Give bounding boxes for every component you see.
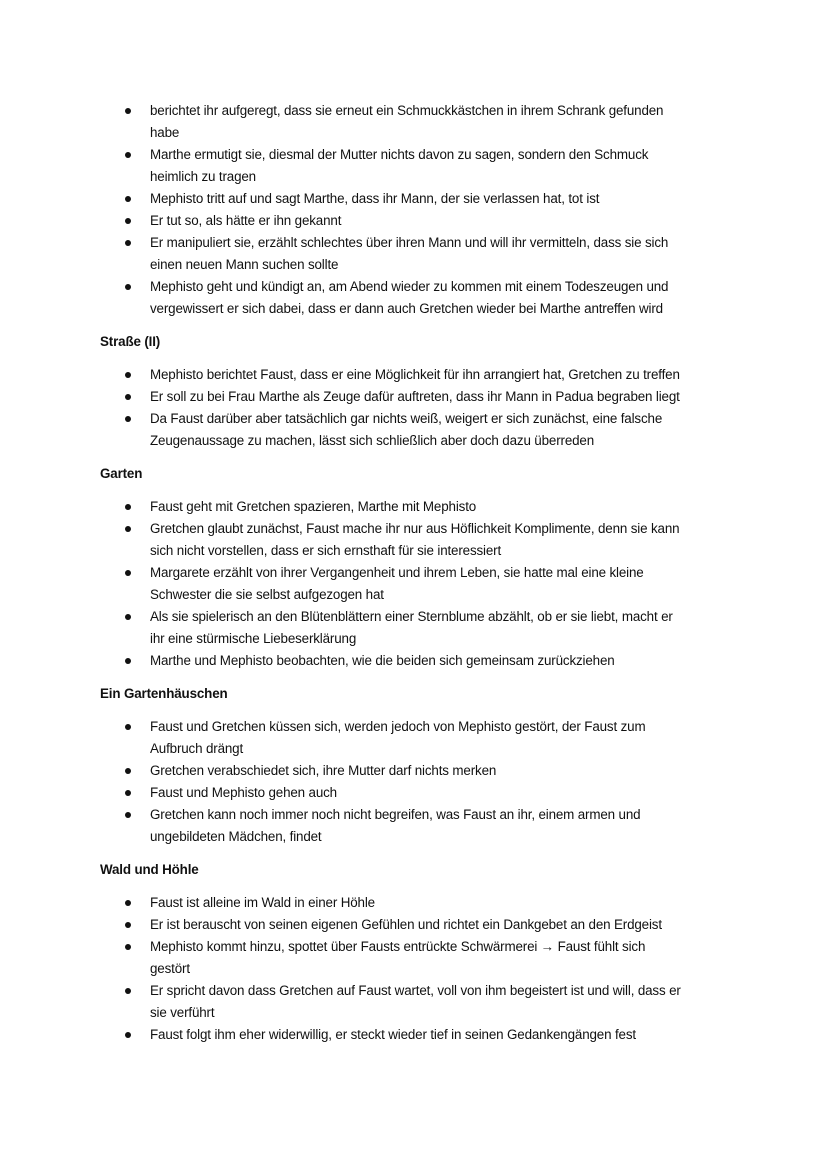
list-item-text: Als sie spielerisch an den Blütenblättern einer Sternblume abzählt, ob er sie liebt, macht er [150, 609, 673, 624]
bullet-list [100, 364, 740, 452]
bullet-icon [125, 812, 131, 818]
list-item-text: Mephisto berichtet Faust, dass er eine Möglichkeit für ihn arrangiert hat, Gretchen zu treffen [150, 367, 680, 382]
list-item-text: Margarete erzählt von ihrer Vergangenheit und ihrem Leben, sie hatte mal eine kleine [150, 565, 644, 580]
list-item-text: Er soll zu bei Frau Marthe als Zeuge dafür auftreten, dass ihr Mann in Padua begraben liegt [150, 389, 680, 404]
list-item-text: Marthe und Mephisto beobachten, wie die beiden sich gemeinsam zurückziehen [150, 653, 615, 668]
list-item-text: einen neuen Mann suchen sollte [150, 257, 339, 272]
list-item [100, 232, 740, 276]
section-heading: Ein Gartenhäuschen [100, 686, 228, 701]
bullet-list [100, 100, 740, 320]
bullet-icon [125, 988, 131, 994]
list-item-text: Mephisto kommt hinzu, spottet über Fausts entrückte Schwärmerei → Faust fühlt sich [150, 939, 646, 954]
bullet-icon [125, 240, 131, 246]
bullet-icon [125, 526, 131, 532]
list-item-text: Er spricht davon dass Gretchen auf Faust wartet, voll von ihm begeistert ist und will, dass er [150, 983, 681, 998]
list-item-text: Er manipuliert sie, erzählt schlechtes über ihren Mann und will ihr vermitteln, dass sie sich [150, 235, 669, 250]
list-item [100, 980, 740, 1024]
list-item-text: ungebildeten Mädchen, findet [150, 829, 322, 844]
list-item-text: berichtet ihr aufgeregt, dass sie erneut ein Schmuckkästchen in ihrem Schrank gefunden [150, 103, 664, 118]
list-item-text: Aufbruch drängt [150, 741, 244, 756]
list-item-text: Da Faust darüber aber tatsächlich gar nichts weiß, weigert er sich zunächst, eine falsche [150, 411, 663, 426]
list-item [100, 782, 740, 804]
list-item-text: gestört [150, 961, 190, 976]
list-item [100, 650, 740, 672]
bullet-icon [125, 372, 131, 378]
list-item [100, 276, 740, 320]
bullet-list [100, 892, 740, 1046]
list-item-text: Faust und Gretchen küssen sich, werden jedoch von Mephisto gestört, der Faust zum [150, 719, 646, 734]
bullet-icon [125, 790, 131, 796]
list-item [100, 716, 740, 760]
list-item-text: ihr eine stürmische Liebeserklärung [150, 631, 357, 646]
list-item [100, 386, 740, 408]
list-item-text: Faust geht mit Gretchen spazieren, Marthe mit Mephisto [150, 499, 477, 514]
list-item-text: Faust folgt ihm eher widerwillig, er steckt wieder tief in seinen Gedankengängen fest [150, 1027, 636, 1042]
bullet-icon [125, 614, 131, 620]
list-item-text: sie verführt [150, 1005, 215, 1020]
list-item [100, 1024, 740, 1046]
section-heading: Straße (II) [100, 334, 161, 349]
list-item-text: Er tut so, als hätte er ihn gekannt [150, 213, 342, 228]
list-item [100, 100, 740, 144]
section-heading: Wald und Höhle [100, 862, 199, 877]
bullet-icon [125, 570, 131, 576]
list-item [100, 518, 740, 562]
list-item-text: Gretchen glaubt zunächst, Faust mache ihr nur aus Höflichkeit Komplimente, denn sie kann [150, 521, 680, 536]
list-item-text: Gretchen kann noch immer noch nicht begreifen, was Faust an ihr, einem armen und [150, 807, 641, 822]
list-item [100, 210, 740, 232]
bullet-icon [125, 108, 131, 114]
list-item-text: Er ist berauscht von seinen eigenen Gefühlen und richtet ein Dankgebet an den Erdgeist [150, 917, 662, 932]
list-item-text: Mephisto geht und kündigt an, am Abend wieder zu kommen mit einem Todeszeugen und [150, 279, 669, 294]
list-item [100, 760, 740, 782]
list-item [100, 496, 740, 518]
list-item [100, 144, 740, 188]
list-item-text: Gretchen verabschiedet sich, ihre Mutter darf nichts merken [150, 763, 497, 778]
list-item-text: sich nicht vorstellen, dass er sich ernsthaft für sie interessiert [150, 543, 502, 558]
bullet-icon [125, 416, 131, 422]
bullet-icon [125, 900, 131, 906]
list-item [100, 408, 740, 452]
bullet-icon [125, 1032, 131, 1038]
list-item [100, 804, 740, 848]
bullet-icon [125, 504, 131, 510]
list-item [100, 914, 740, 936]
bullet-list [100, 716, 740, 848]
list-item [100, 562, 740, 606]
bullet-list [100, 496, 740, 672]
list-item-text: Marthe ermutigt sie, diesmal der Mutter nichts davon zu sagen, sondern den Schmuck [150, 147, 649, 162]
list-item [100, 936, 740, 980]
list-item-text: vergewissert er sich dabei, dass er dann auch Gretchen wieder bei Marthe antreffen wird [150, 301, 663, 316]
list-item [100, 892, 740, 914]
list-item-text: Faust und Mephisto gehen auch [150, 785, 337, 800]
bullet-icon [125, 196, 131, 202]
list-item-text: heimlich zu tragen [150, 169, 256, 184]
list-item-text: Zeugenaussage zu machen, lässt sich schließlich aber doch dazu überreden [150, 433, 595, 448]
list-item [100, 188, 740, 210]
bullet-icon [125, 724, 131, 730]
section-heading: Garten [100, 466, 143, 481]
document-page [100, 100, 740, 1046]
bullet-icon [125, 922, 131, 928]
list-item-text: Faust ist alleine im Wald in einer Höhle [150, 895, 375, 910]
list-item-text: Schwester die sie selbst aufgezogen hat [150, 587, 384, 602]
bullet-icon [125, 284, 131, 290]
list-item [100, 606, 740, 650]
bullet-icon [125, 152, 131, 158]
list-item [100, 364, 740, 386]
bullet-icon [125, 218, 131, 224]
bullet-icon [125, 658, 131, 664]
bullet-icon [125, 768, 131, 774]
bullet-icon [125, 394, 131, 400]
list-item-text: Mephisto tritt auf und sagt Marthe, dass ihr Mann, der sie verlassen hat, tot ist [150, 191, 600, 206]
bullet-icon [125, 944, 131, 950]
list-item-text: habe [150, 125, 180, 140]
